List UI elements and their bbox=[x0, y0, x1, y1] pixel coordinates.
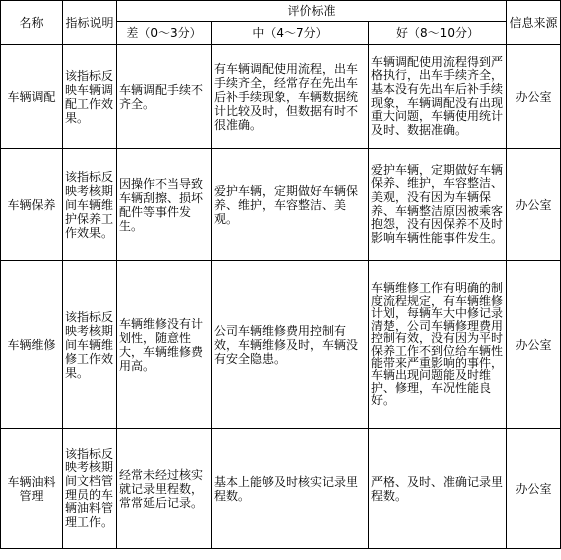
row-mid: 公司车辆维修费用控制有效，车辆维修及时，车辆没有安全隐患。 bbox=[212, 261, 369, 429]
row-good: 爱护车辆，定期做好车辆保养、维护，车容整洁、美观，没有因为车辆保养、车辆整洁原因被乘客抱怨，没有因保养不及时影响车辆性能事件发生。 bbox=[369, 149, 507, 261]
header-poor: 差（0～3分） bbox=[117, 22, 212, 45]
row-name: 车辆调配 bbox=[1, 45, 63, 149]
row-poor: 因操作不当导致车辆刮擦、损坏配件等事件发生。 bbox=[117, 149, 212, 261]
row-poor: 车辆调配手续不齐全。 bbox=[117, 45, 212, 149]
table-row bbox=[1, 149, 561, 261]
row-good: 车辆调配使用流程得到严格执行，出车手续齐全，基本没有先出车后补手续现象，车辆调配没有出现重大问题，车辆使用统计及时、数据准确。 bbox=[369, 45, 507, 149]
row-good: 严格、及时、准确记录里程数。 bbox=[369, 429, 507, 549]
row-mid: 有车辆调配使用流程，出车手续齐全，经常存在先出车后补手续现象，车辆数据统计比较及时，但数据有时不很准确。 bbox=[212, 45, 369, 149]
table-row bbox=[1, 45, 561, 149]
row-mid: 基本上能够及时核实记录里程数。 bbox=[212, 429, 369, 549]
header-good: 好（8～10分） bbox=[369, 22, 507, 45]
row-source: 办公室 bbox=[507, 429, 561, 549]
header-row-1 bbox=[1, 1, 561, 22]
header-indicator: 指标说明 bbox=[63, 1, 117, 45]
row-poor: 车辆维修没有计划性，随意性大，车辆维修费用高。 bbox=[117, 261, 212, 429]
row-source: 办公室 bbox=[507, 149, 561, 261]
row-name: 车辆油料管理 bbox=[1, 429, 63, 549]
table-row bbox=[1, 261, 561, 429]
row-indicator: 该指标反映车辆调配工作效果。 bbox=[63, 45, 117, 149]
row-poor: 经常未经过核实就记录里程数，常常延后记录。 bbox=[117, 429, 212, 549]
row-indicator: 该指标反映考核期间车辆维护保养工作效果。 bbox=[63, 149, 117, 261]
row-indicator: 该指标反映考核期间车辆维修工作效果。 bbox=[63, 261, 117, 429]
header-mid: 中（4～7分） bbox=[212, 22, 369, 45]
header-source: 信息来源 bbox=[507, 1, 561, 45]
row-mid: 爱护车辆，定期做好车辆保养、维护，车容整洁、美观。 bbox=[212, 149, 369, 261]
row-indicator: 该指标反映考核期间文档管理员的车辆油料管理工作。 bbox=[63, 429, 117, 549]
header-criteria: 评价标准 bbox=[117, 1, 507, 22]
row-name: 车辆保养 bbox=[1, 149, 63, 261]
row-source: 办公室 bbox=[507, 261, 561, 429]
table-row bbox=[1, 429, 561, 549]
header-name: 名称 bbox=[1, 1, 63, 45]
row-name: 车辆维修 bbox=[1, 261, 63, 429]
row-good: 车辆维修工作有明确的制度流程规定，有车辆维修计划，每辆车大中修记录清楚，公司车辆修理费用控制有效，没有因为平时保养工作不到位给车辆性能带来严重影响的事件，车辆出现问题能及时维护、修理，车况性能良好。 bbox=[369, 261, 507, 429]
row-source: 办公室 bbox=[507, 45, 561, 149]
